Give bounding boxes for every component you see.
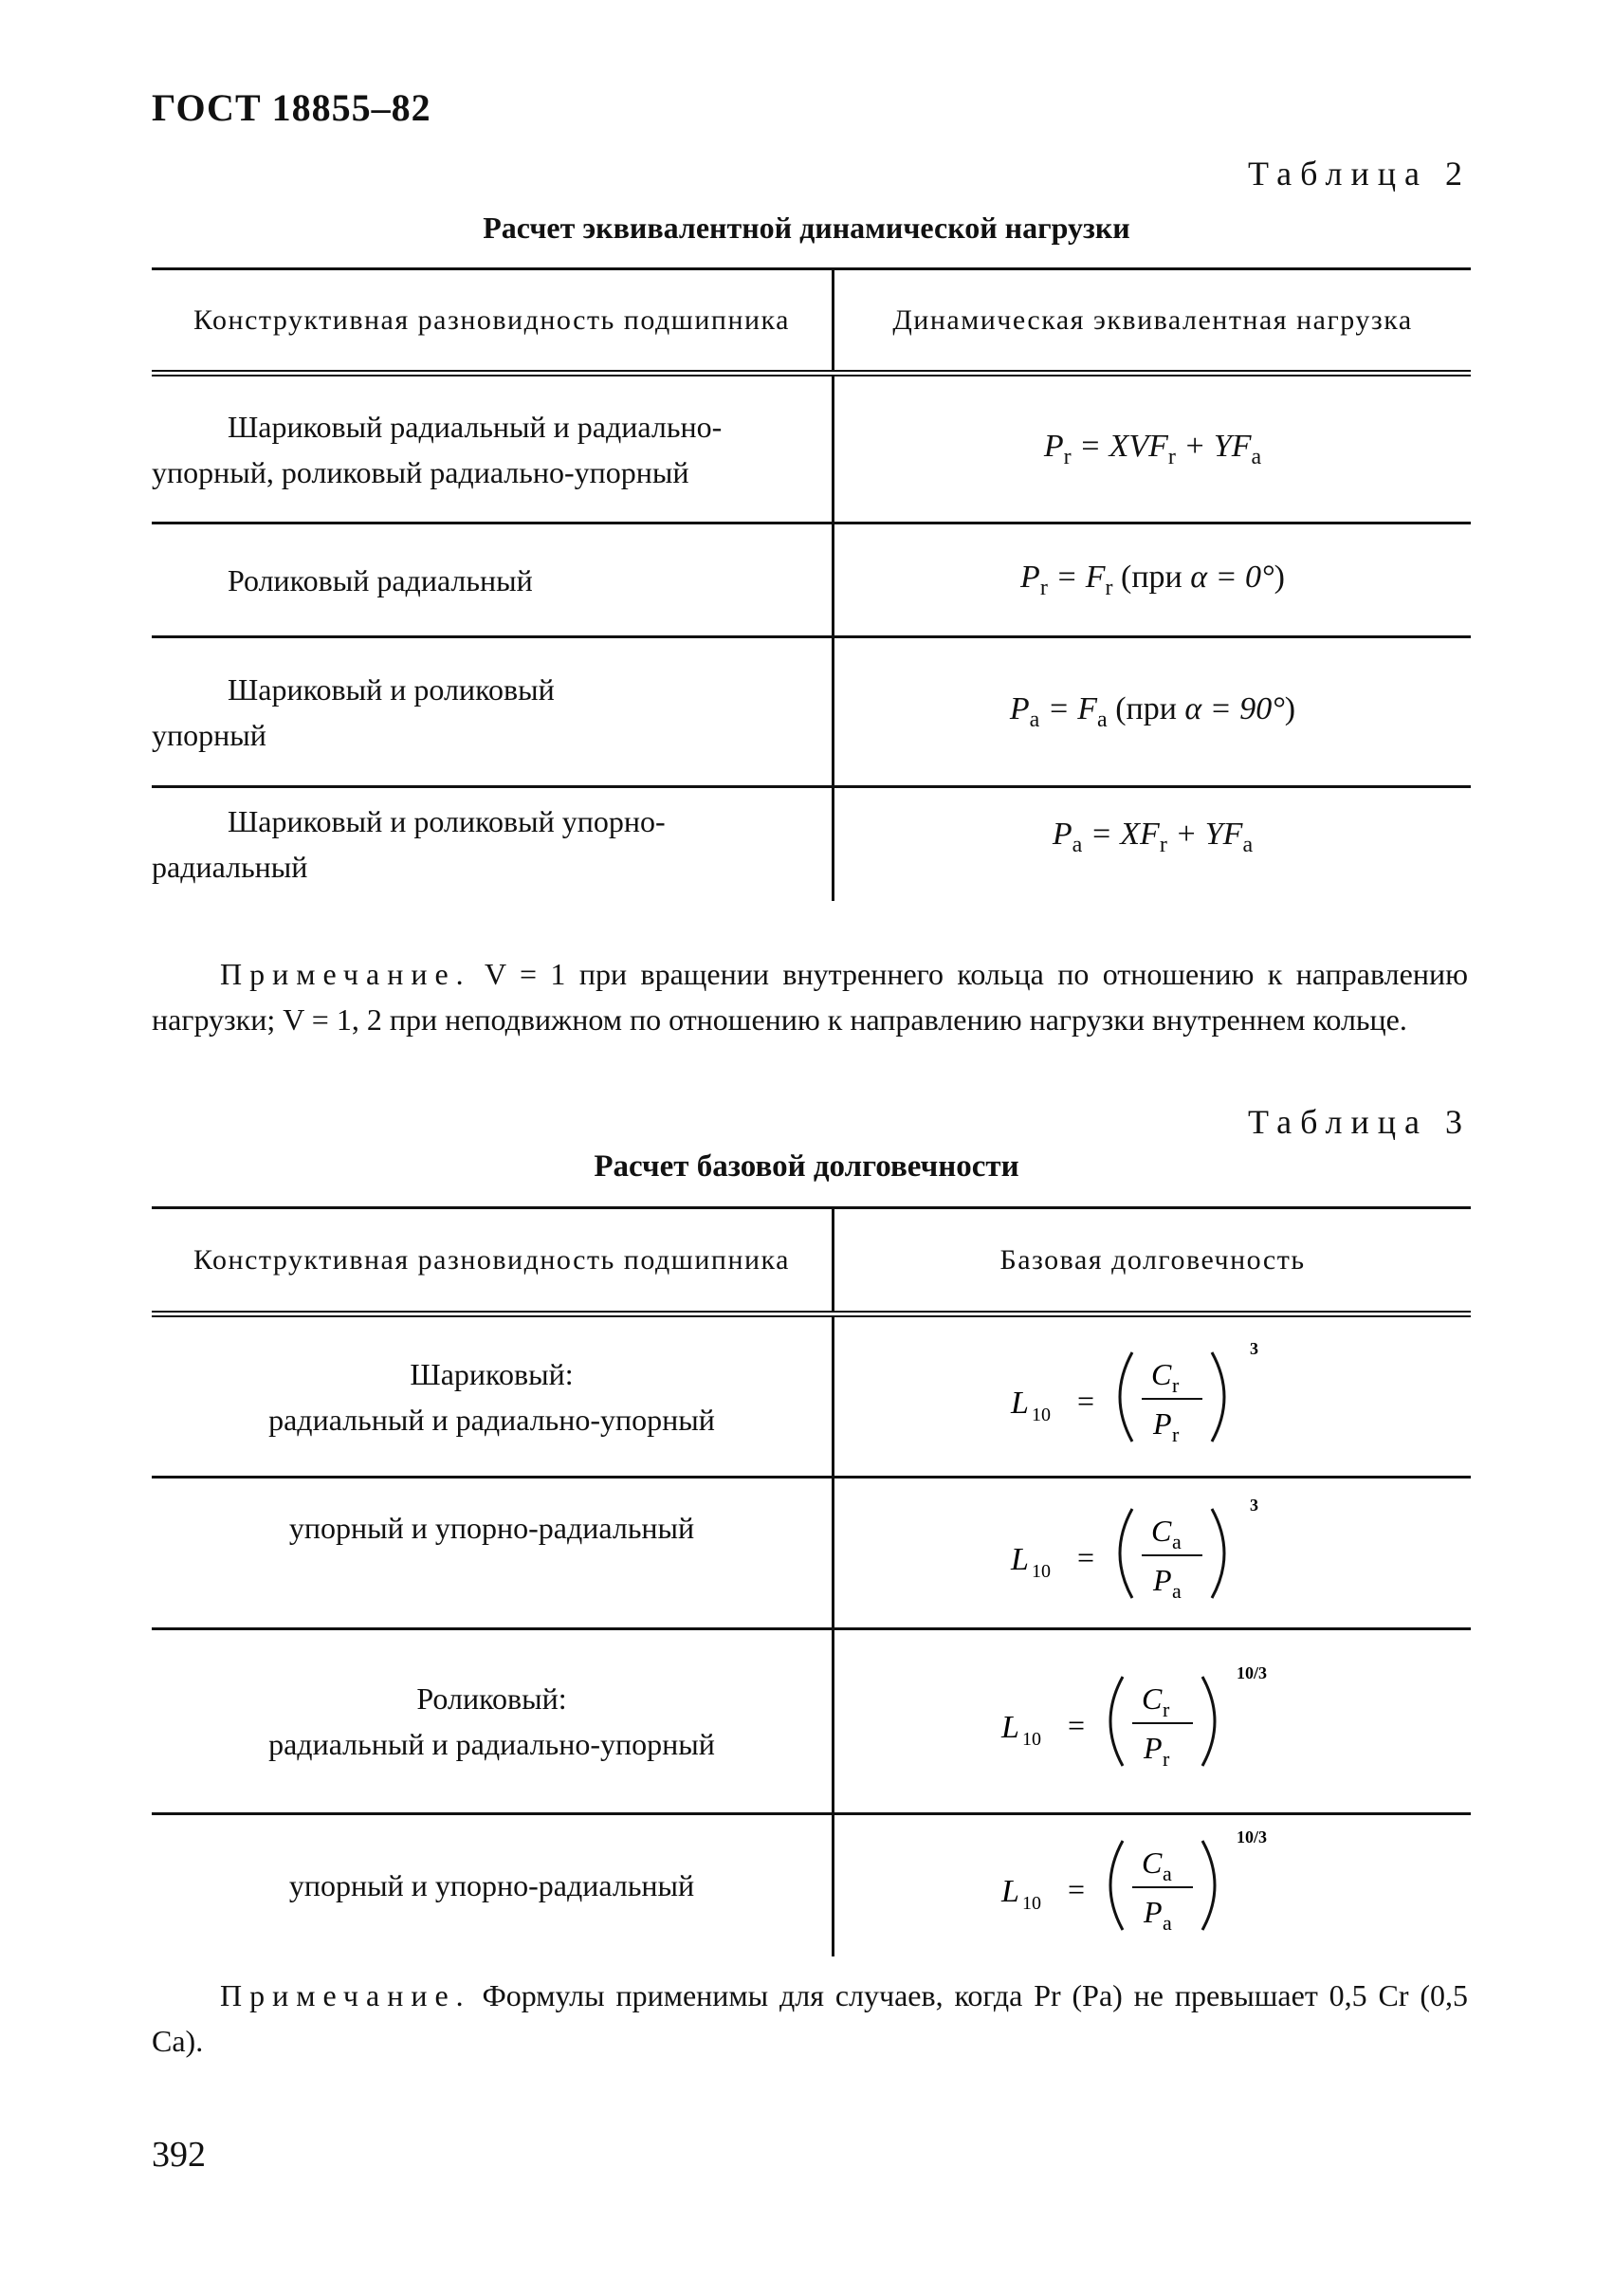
svg-text:10: 10 (1031, 1404, 1051, 1425)
svg-text:C: C (1141, 1681, 1162, 1716)
svg-text:10: 10 (1021, 1893, 1041, 1915)
table-row (152, 1314, 1471, 1478)
svg-text:a: a (1171, 1578, 1182, 1603)
svg-text:r: r (1171, 1372, 1179, 1397)
page-number: 392 (152, 2135, 206, 2175)
svg-text:r: r (1162, 1747, 1169, 1771)
table2-title: Расчет эквивалентной динамической нагрузки (483, 211, 1130, 245)
life-formula-svg (1001, 1335, 1305, 1459)
svg-text:10: 10 (1031, 1560, 1051, 1582)
table3-title: Расчет базовой долговечности (594, 1149, 1019, 1184)
bearing-type: Шариковый и роликовый упорный (152, 637, 834, 787)
bearing-type: Шариковый: радиальный и радиально-упорный (152, 1314, 834, 1478)
life-formula (834, 1629, 1472, 1814)
svg-text:P: P (1143, 1895, 1163, 1930)
svg-text:L: L (1010, 1541, 1029, 1577)
svg-text:=: = (1076, 1539, 1094, 1574)
svg-text:C: C (1150, 1513, 1171, 1548)
svg-text:=: = (1067, 1872, 1085, 1907)
life-formula (834, 1314, 1472, 1478)
life-formula-svg (992, 1660, 1314, 1783)
svg-text:r: r (1171, 1422, 1179, 1446)
bearing-type: упорный и упорно-радиальный (152, 1814, 834, 1956)
svg-text:10: 10 (1021, 1729, 1041, 1750)
bearing-type: Роликовый радиальный (152, 523, 834, 637)
svg-text:a: a (1171, 1529, 1182, 1553)
svg-text:P: P (1152, 1562, 1172, 1597)
bearing-type: Шариковый радиальный и радиально- упорный, роликовый радиально-упорный (152, 374, 834, 523)
bearing-type: упорный и упорно-радиальный (152, 1478, 834, 1629)
document-header: ГОСТ 18855–82 (152, 86, 431, 129)
load-formula: $P_a = XF_r + YF_a$ (1052, 817, 1254, 857)
bearing-type: Шариковый и роликовый упорно- радиальный (152, 787, 834, 901)
bearing-group: Шариковый: (410, 1356, 574, 1391)
table-row (152, 637, 1471, 787)
svg-text:P: P (1143, 1731, 1163, 1765)
svg-text:3: 3 (1249, 1495, 1258, 1515)
svg-text:C: C (1150, 1356, 1171, 1391)
table3-col2-header: Базовая долговечность (834, 1208, 1472, 1314)
svg-text:a: a (1162, 1862, 1172, 1886)
svg-text:P: P (1152, 1405, 1172, 1441)
table3-label: Таблица 3 (1248, 1103, 1471, 1141)
load-formula: $P_a = F_a$ (при α = 90°) (834, 637, 1472, 787)
svg-text:=: = (1076, 1383, 1094, 1418)
svg-text:C: C (1141, 1846, 1162, 1881)
svg-text:10/3: 10/3 (1236, 1828, 1267, 1847)
bearing-group: Роликовый: (416, 1681, 567, 1716)
life-formula (834, 1478, 1472, 1629)
svg-text:L: L (1000, 1710, 1019, 1745)
table3 (152, 1206, 1471, 1956)
table3-note: Примечание. Формулы применимы для случаев, когда Pr (Pa) не превышает 0,5 Cr (0,5 Ca). (152, 1978, 1469, 2058)
svg-text:=: = (1067, 1708, 1085, 1742)
svg-text:10/3: 10/3 (1236, 1663, 1267, 1682)
table2-label: Таблица 2 (1248, 155, 1471, 193)
svg-text:a: a (1162, 1911, 1172, 1936)
bearing-type: Роликовый: радиальный и радиально-упорный (152, 1629, 834, 1814)
life-formula (834, 1814, 1472, 1956)
table2-col1-header: Конструктивная разновидность подшипника (152, 269, 834, 374)
table-row (152, 1814, 1471, 1956)
table2-note: Примечание. V = 1 при вращении внутреннего кольца по отношению к направлению нагрузки; V = 1, 2 при неподвижном по отношению к направлению нагрузки внутреннем кольце. (152, 957, 1469, 1037)
table-row (152, 787, 1471, 901)
table3-col1-header: Конструктивная разновидность подшипника (152, 1208, 834, 1314)
table-row (152, 374, 1471, 523)
svg-text:r: r (1162, 1698, 1169, 1721)
load-formula: $P_r = XVF_r + YF_a$ (834, 374, 1472, 523)
load-formula: $P_r = F_r$ (при α = 0°) (834, 523, 1472, 637)
table2-col2-header: Динамическая эквивалентная нагрузка (834, 269, 1472, 374)
svg-text:3: 3 (1249, 1338, 1258, 1358)
table-row (152, 523, 1471, 637)
table-row (152, 1629, 1471, 1814)
svg-text:L: L (1010, 1385, 1029, 1421)
svg-text:L: L (1000, 1874, 1019, 1910)
life-formula-svg (1001, 1492, 1305, 1615)
life-formula-svg (992, 1824, 1314, 1947)
table2 (152, 267, 1471, 901)
table-row (152, 1478, 1471, 1629)
